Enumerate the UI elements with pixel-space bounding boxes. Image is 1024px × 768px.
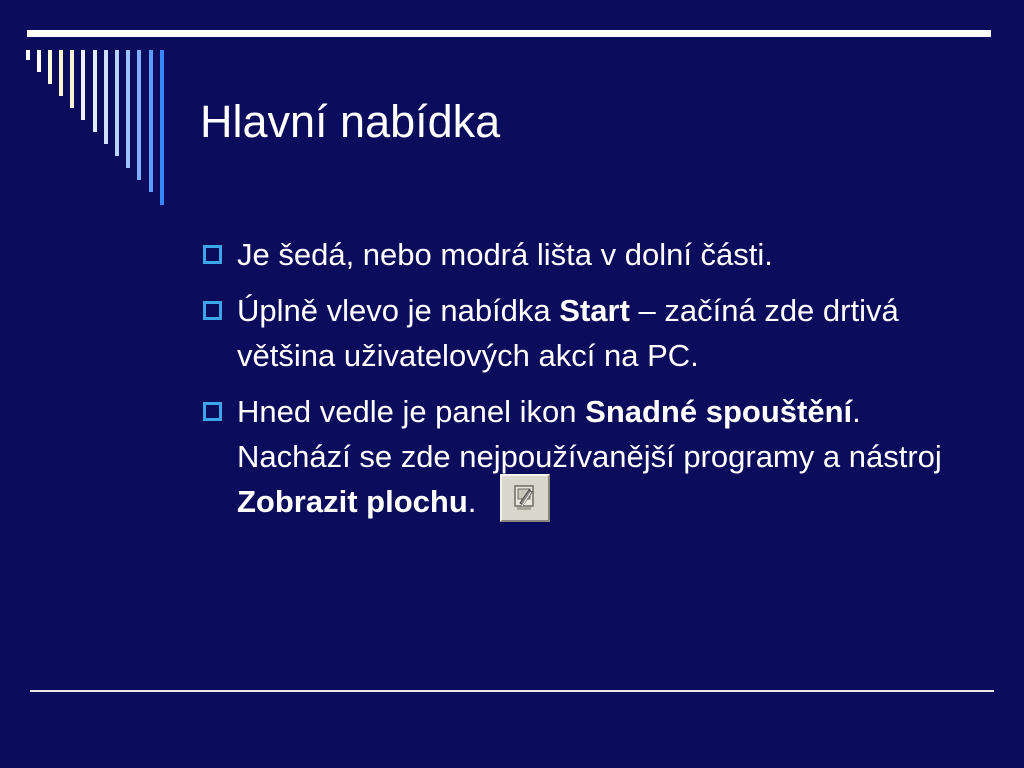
square-bullet-icon (203, 301, 222, 320)
bullet-list (199, 232, 979, 539)
bottom-rule (30, 690, 994, 692)
bullet-text-part: Úplně vlevo je nabídka (237, 293, 560, 328)
bullet-item (199, 288, 979, 378)
bullet-text (237, 237, 773, 272)
decorative-lines (0, 0, 180, 215)
bullet-text-bold: Start (559, 293, 630, 328)
bullet-item (199, 232, 979, 277)
bullet-text (237, 394, 942, 519)
bullet-text-bold: Zobrazit plochu (237, 484, 468, 519)
bullet-text-part: Je šedá, nebo modrá lišta v dolní části. (237, 237, 773, 272)
square-bullet-icon (203, 245, 222, 264)
bullet-text-part: Hned vedle je panel ikon (237, 394, 586, 429)
bullet-text-part: . (467, 484, 477, 519)
show-desktop-icon (500, 474, 550, 522)
square-bullet-icon (203, 402, 222, 421)
slide-title: Hlavní nabídka (200, 96, 501, 147)
bullet-item (199, 389, 979, 528)
bullet-text (237, 293, 899, 373)
bullet-text-part: – začíná zde drtivá většina uživatelových akcí na PC. (237, 293, 899, 373)
bullet-text-bold: Snadné spouštění (585, 394, 853, 429)
bullet-text-part: . Nachází se zde nejpoužívanější programy a nástroj (237, 394, 942, 474)
